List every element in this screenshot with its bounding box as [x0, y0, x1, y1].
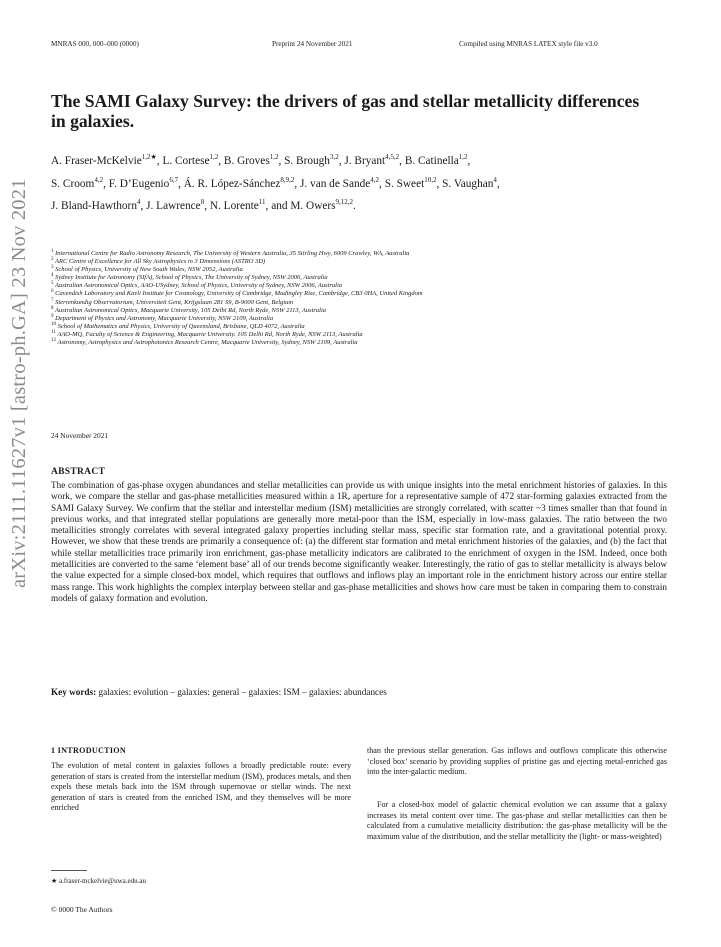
author-aff: 11 — [258, 198, 266, 207]
affiliation: $^{11}$ AAO-MQ, Faculty of Science & Engineering, Macquarie University. 105 Delhi Rd, North Ryde, NSW 2113, Australia — [51, 329, 363, 338]
author-aff: 4,5,2 — [385, 153, 400, 162]
abstract-heading: ABSTRACT — [51, 467, 106, 477]
author-aff: 4,2 — [94, 176, 104, 185]
paper-title: The SAMI Galaxy Survey: the drivers of gas and stellar metallicity differences in galaxies. — [51, 91, 640, 131]
author-aff: 8,9,2 — [280, 176, 295, 185]
author: Á. R. López-Sánchez — [183, 178, 281, 190]
author-aff: 1,2 — [269, 153, 279, 162]
author-list: S. Croom$^{4,2}$, F. D’Eugenio$^{6,7}$, Á. R. López-Sánchez$^{8,9,2}$, J. van de Sande$^{4,2}$, S. Sweet$^{10,2}$, S. Vaughan$^4$, — [51, 176, 500, 190]
author: S. Vaughan — [442, 178, 494, 190]
author: J. Bland-Hawthorn — [51, 200, 137, 212]
intro-right-para-1: than the previous stellar generation. Gas inflows and outflows complicate this otherwise ‘closed box’ scenario by providing supplies of pristine gas and ejecting metal-enriched gas into the inter-galactic medium. — [367, 746, 667, 777]
affiliation: $^8$ Australian Astronomical Optics, Macquarie University, 105 Delhi Rd, North Ryde, NSW 2113, Australia — [51, 305, 327, 314]
author: J. Bryant — [344, 155, 386, 167]
affiliation: $^{10}$ School of Mathematics and Physics, University of Queensland, Brisbane, QLD 4072, Australia — [51, 321, 305, 330]
intro-left-column: The evolution of metal content in galaxies follows a broadly predictable route: every generation of stars is created from the interstellar medium (ISM), produces metals, and then expels these metals back into the ISM through supernovae or stellar winds. The next generation of stars is created from the enriched ISM, and they themselves will be more enriched — [51, 761, 351, 813]
affiliation: $^{12}$ Astronomy, Astrophysics and Astrophotonics Research Centre, Macquarie University, Sydney, NSW 2109, Australia — [51, 337, 358, 347]
author: J. Lawrence — [146, 200, 201, 212]
author-aff: 1,2 — [458, 153, 468, 162]
affiliation: $^5$ Australian Astronomical Optics, AAO-USydney, School of Physics, University of Sydney, NSW 2006, Australia — [51, 281, 343, 290]
keywords-list: galaxies: evolution – galaxies: general – galaxies: ISM – galaxies: abundances — [98, 687, 387, 697]
author: M. Owers — [290, 200, 336, 212]
affiliation: $^3$ School of Physics, University of New South Wales, NSW 2052, Australia — [51, 265, 243, 274]
author-aff: 4 — [136, 198, 141, 207]
keywords-label: Key words: — [51, 687, 97, 697]
footnote-email[interactable]: ★ a.fraser-mckelvie@uwa.edu.au — [51, 877, 146, 885]
author: B. Groves — [223, 155, 270, 167]
author: S. Croom — [51, 178, 95, 190]
affiliation: $^9$ Department of Physics and Astronomy, Macquarie University, NSW 2109, Australia — [51, 313, 274, 322]
author-aff: 1,2★ — [141, 153, 157, 162]
author: F. D’Eugenio — [108, 178, 170, 190]
author: J. van de Sande — [300, 178, 371, 190]
author-aff: 6,7 — [169, 176, 179, 185]
footnote-rule — [51, 870, 87, 871]
submission-date: 24 November 2021 — [51, 431, 109, 440]
affiliation: $^4$ Sydney Institute for Astronomy (SIfA), School of Physics, The University of Sydney, NSW 2006, Australia — [51, 273, 328, 282]
author-list: A. Fraser-McKelvie$^{1,2★}$, L. Cortese$^{1,2}$, B. Groves$^{1,2}$, S. Brough$^{3,2}$, J. Bryant$^{4,5,2}$, B. Catinella$^{1,2}$, — [51, 153, 471, 167]
author-aff: 10,2 — [424, 176, 437, 185]
author-aff: 8 — [200, 198, 205, 207]
section-heading: 1 INTRODUCTION — [51, 746, 127, 755]
author: S. Sweet — [384, 178, 425, 190]
author: B. Catinella — [404, 155, 459, 167]
author-aff: 3,2 — [329, 153, 339, 162]
abstract-text: The combination of gas-phase oxygen abundances and stellar metallicities can provide us with unique insights into the metal enrichment histories of galaxies. In this work, we compare the stellar and gas-phase metallicities measured within a 1Rₑ aperture for a representative sample of 472 star-forming galaxies extracted from the SAMI Galaxy Survey. We confirm that the stellar and interstellar medium (ISM) metallicities are strongly correlated, with scatter ~3 times smaller than that found in previous works, and that integrated stellar populations are generally more metal-poor than the ISM, especially in low-mass galaxies. The ratio between the two metallicities strongly correlates with several integrated galaxy properties including stellar mass, specific star formation rate, and a gravitational potential proxy. However, we show that these trends are primarily a consequence of: (a) the different star formation and metal enrichment histories of the galaxies, and (b) the fact that while stellar metallicities trace primarily iron enrichment, gas-phase metallicity indicators are calibrated to the enrichment of oxygen in the ISM. Indeed, once both metallicities are converted to the same ‘element base’ all of our trends become significantly weaker. Interestingly, the ratio of gas to stellar metallicity is always below the value expected for a simple closed-box model, which requires that outflows and inflows play an important role in the enrichment history across our entire stellar mass range. This work highlights the complex interplay between stellar and gas-phase metallicities and shows how care must be taken in comparing them to constrain models of galaxy formation and evolution. — [51, 480, 667, 603]
copyright: © 0000 The Authors — [51, 905, 113, 914]
author: N. Lorente — [209, 200, 259, 212]
affiliation: $^7$ Sterrenkundig Observatorium, Universiteit Gent, Krijgslaan 281 S9, B-9000 Gent, Belgium — [51, 297, 294, 306]
keywords — [51, 687, 387, 697]
author-list: J. Bland-Hawthorn$^4$, J. Lawrence$^8$, N. Lorente$^{11}$, and M. Owers$^{9,12,2}$. — [51, 198, 356, 212]
affiliation: $^2$ ARC Centre of Excellence for All Sky Astrophysics in 3 Dimensions (ASTRO 3D) — [51, 256, 266, 266]
journal-header: MNRAS 000, 000–000 (0000) — [51, 40, 139, 48]
author-aff: 4,2 — [370, 176, 380, 185]
author: L. Cortese — [162, 155, 210, 167]
affiliation: $^1$ International Centre for Radio Astronomy Research, The University of Western Australia, 35 Stirling Hwy, 6009 Crawley, WA, Australia — [51, 248, 410, 257]
author: A. Fraser-McKelvie — [51, 155, 142, 167]
intro-right-para-2: For a closed-box model of galactic chemical evolution we can assume that a galaxy increases its metal content over time. The gas-phase and stellar metallicities can then be calculated from a cumulative metallicity distribution: the gas-phase metallicity will be the maximum value of the distribution, and the stellar metallicity the (light- or mass-weighted) — [367, 800, 667, 841]
author: S. Brough — [284, 155, 330, 167]
author-aff: 9,12,2 — [335, 198, 354, 207]
compiled-header: Compiled using MNRAS LATEX style file v3.0 — [459, 40, 598, 48]
arxiv-sidebar[interactable]: arXiv:2111.11627v1 [astro-ph.GA] 23 Nov 2021 — [8, 178, 30, 588]
preprint-header: Preprint 24 November 2021 — [272, 40, 353, 48]
affiliations — [51, 250, 701, 347]
affiliation: $^6$ Cavendish Laboratory and Kavli Institute for Cosmology, University of Cambridge, Madingley Rise, Cambridge, CB3 0HA, United Kingdom — [51, 289, 423, 298]
author-aff: 4 — [493, 176, 497, 185]
author-aff: 1,2 — [209, 153, 219, 162]
